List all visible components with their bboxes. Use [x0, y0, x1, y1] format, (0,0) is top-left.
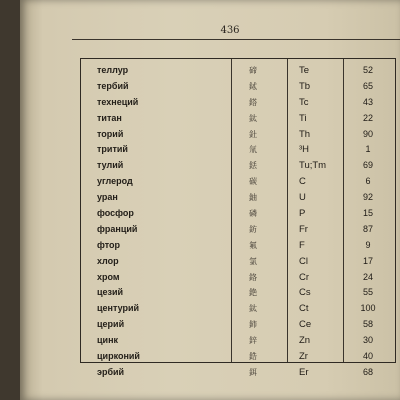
chinese-name-cell: 銩 — [249, 161, 257, 171]
element-name-cell: цирконий — [97, 351, 140, 362]
elements-table — [80, 58, 396, 378]
chinese-name-cell: 氟 — [249, 240, 257, 250]
atomic-number-cell: 69 — [362, 160, 373, 171]
table-row — [81, 222, 395, 238]
atomic-number-cell: 40 — [362, 351, 373, 362]
atomic-number-cell: 87 — [362, 223, 373, 234]
element-name-cell: цинк — [97, 335, 119, 346]
table-row — [81, 190, 395, 206]
table-row — [81, 365, 395, 381]
atomic-number-cell: 30 — [362, 335, 373, 346]
element-name-cell: углерод — [97, 176, 133, 187]
atomic-number-cell: 9 — [365, 239, 371, 250]
header-rule — [72, 39, 400, 40]
table-row — [81, 270, 395, 286]
element-name-cell: технеций — [97, 96, 139, 107]
atomic-number-cell: 65 — [362, 80, 373, 91]
table-row — [81, 95, 395, 111]
chinese-name-cell: 鉻 — [249, 272, 257, 282]
chinese-name-cell: 鋱 — [249, 81, 257, 91]
table-row — [81, 158, 395, 174]
table-row — [81, 127, 395, 143]
chinese-name-cell: 銫 — [249, 288, 257, 298]
atomic-number-cell: 24 — [362, 271, 373, 282]
table-row — [81, 285, 395, 301]
element-name-cell: церий — [97, 319, 125, 330]
element-name-cell: эрбий — [97, 366, 125, 377]
element-name-cell: тербий — [97, 80, 129, 91]
atomic-number-cell: 90 — [362, 128, 373, 139]
atomic-number-cell: 100 — [360, 303, 376, 314]
atomic-number-cell: 1 — [365, 144, 371, 155]
table-row — [81, 206, 395, 222]
element-symbol-cell: Cl — [299, 255, 308, 267]
element-symbol-cell: Tc — [299, 96, 309, 108]
table-body — [81, 63, 395, 381]
chinese-name-cell: 碲 — [249, 66, 257, 75]
element-name-cell: цезий — [97, 287, 124, 298]
table-row — [81, 111, 395, 127]
atomic-number-cell: 55 — [362, 287, 373, 298]
table-row — [81, 301, 395, 317]
element-symbol-cell: ³H — [299, 144, 310, 156]
atomic-number-cell: 22 — [362, 112, 373, 123]
atomic-number-cell: 6 — [365, 176, 371, 187]
table-row — [81, 63, 395, 79]
element-symbol-cell: Tb — [299, 80, 311, 92]
element-symbol-cell: Zn — [299, 335, 311, 347]
chinese-name-cell: 鈦 — [249, 113, 257, 123]
table-row — [81, 254, 395, 270]
element-name-cell: тритий — [97, 144, 128, 155]
table-row — [81, 333, 395, 349]
element-symbol-cell: Te — [299, 65, 310, 76]
element-name-cell: фтор — [97, 239, 121, 250]
table-row — [81, 174, 395, 190]
element-symbol-cell: Ce — [299, 319, 312, 331]
table-row — [81, 142, 395, 158]
element-symbol-cell: Cs — [299, 287, 311, 299]
page-number: 436 — [220, 25, 240, 36]
atomic-number-cell: 17 — [362, 255, 373, 266]
chinese-name-cell: 鈰 — [249, 320, 257, 330]
chinese-name-cell: 鎝 — [249, 97, 257, 107]
element-symbol-cell: Cr — [299, 271, 310, 283]
table-row — [81, 317, 395, 333]
element-name-cell: франций — [97, 223, 138, 234]
element-name-cell: центурий — [97, 303, 140, 314]
element-symbol-cell: Tu;Tm — [299, 160, 327, 172]
element-symbol-cell: F — [299, 239, 305, 251]
atomic-number-cell: 58 — [362, 319, 373, 330]
chinese-name-cell: 鋯 — [249, 352, 257, 362]
element-name-cell: титан — [97, 112, 122, 123]
table-row — [81, 238, 395, 254]
chinese-name-cell: 釷 — [249, 129, 257, 139]
atomic-number-cell: 43 — [362, 96, 373, 107]
element-symbol-cell: P — [299, 208, 306, 220]
atomic-number-cell: 15 — [362, 208, 373, 219]
chinese-name-cell: 鋅 — [249, 336, 257, 346]
element-symbol-cell: Ti — [299, 112, 307, 124]
chinese-name-cell: 鈦 — [249, 304, 257, 314]
chinese-name-cell: 碳 — [249, 177, 257, 187]
element-name-cell: фосфор — [97, 208, 134, 219]
element-name-cell: торий — [97, 128, 124, 139]
element-symbol-cell: Fr — [299, 223, 308, 235]
element-name-cell: хром — [97, 271, 120, 282]
chinese-name-cell: 鈁 — [249, 224, 257, 234]
atomic-number-cell: 92 — [362, 192, 373, 203]
table-row — [81, 79, 395, 95]
chinese-name-cell: 氯 — [249, 256, 257, 266]
atomic-number-cell: 68 — [362, 366, 373, 377]
chinese-name-cell: 氚 — [249, 145, 257, 155]
element-symbol-cell: Ct — [299, 303, 309, 315]
chinese-name-cell: 磷 — [249, 209, 257, 219]
table-row — [81, 349, 395, 365]
element-symbol-cell: U — [299, 192, 306, 204]
element-name-cell: теллур — [97, 65, 129, 75]
element-symbol-cell: Zr — [299, 351, 308, 363]
chinese-name-cell: 鉺 — [249, 367, 257, 377]
element-name-cell: хлор — [97, 255, 119, 266]
element-symbol-cell: C — [299, 176, 306, 188]
chinese-name-cell: 鈾 — [249, 193, 257, 203]
atomic-number-cell: 52 — [362, 65, 373, 75]
element-symbol-cell: Er — [299, 366, 309, 378]
element-symbol-cell: Th — [299, 128, 311, 140]
element-name-cell: тулий — [97, 160, 124, 171]
book-page — [20, 0, 400, 400]
element-name-cell: уран — [97, 192, 118, 203]
